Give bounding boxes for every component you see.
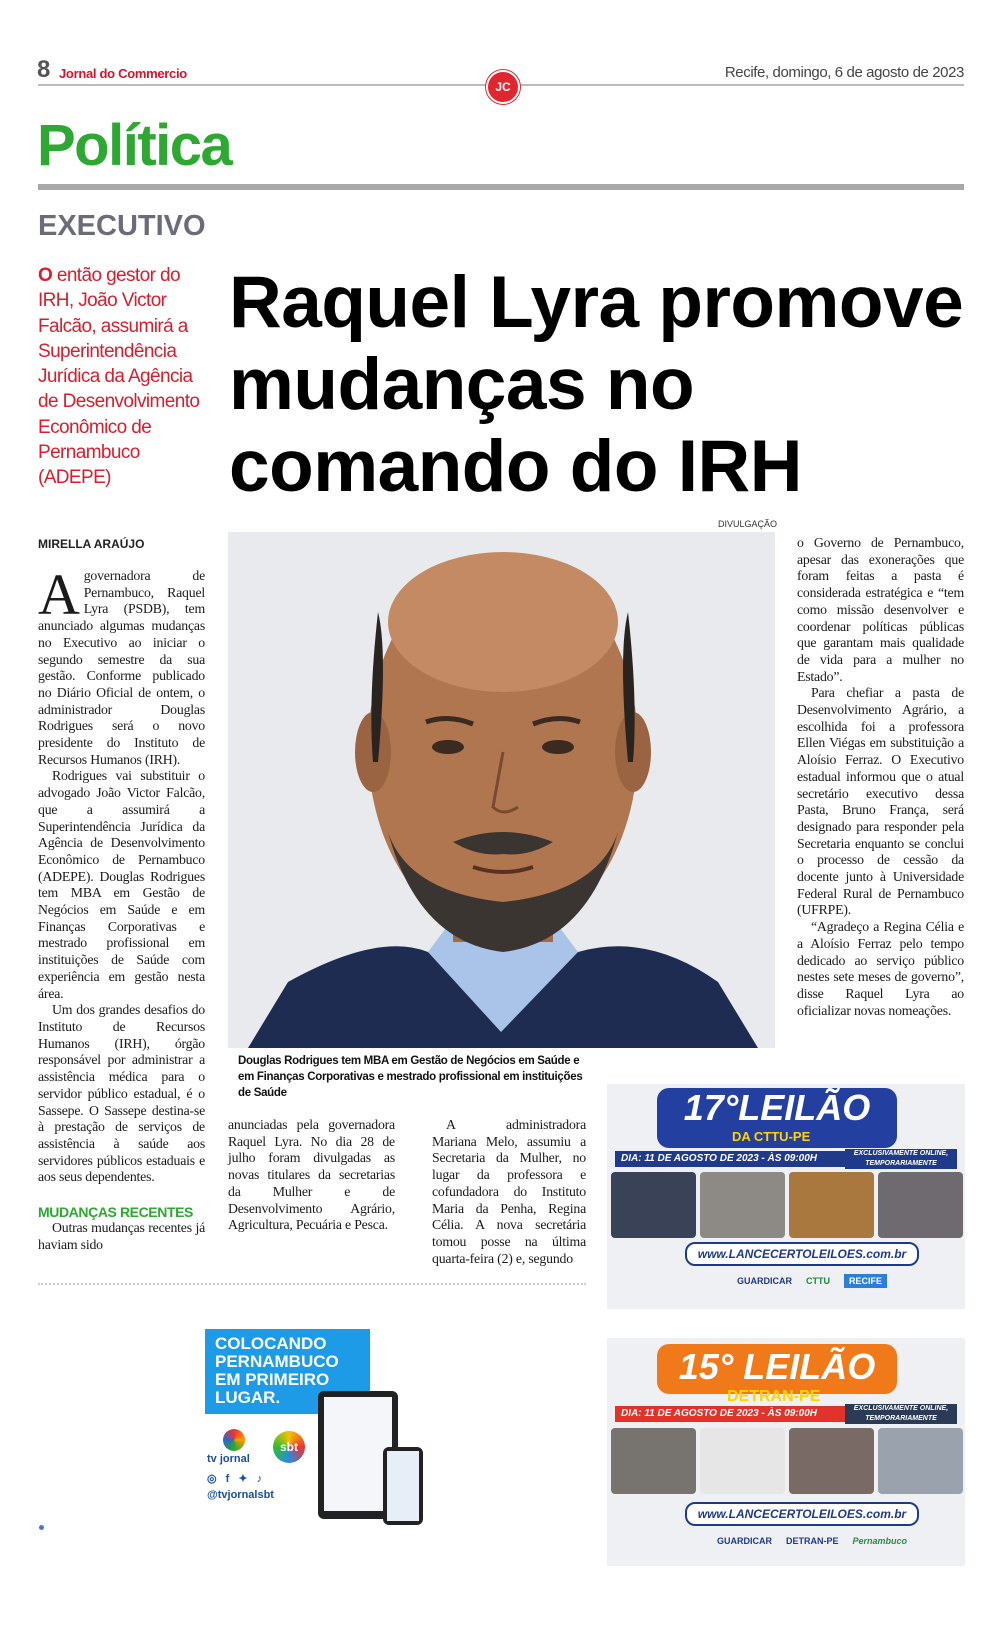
ad-subtitle: DA CTTU-PE: [732, 1129, 811, 1144]
tv-jornal-ad[interactable]: [205, 1329, 427, 1525]
ad-url[interactable]: www.LANCECERTOLEILOES.com.br: [685, 1502, 919, 1526]
page-number: 8: [37, 56, 51, 83]
subheading: MUDANÇAS RECENTES: [38, 1204, 193, 1221]
dotted-divider: [38, 1283, 586, 1285]
article-paragraph: A administradora Mariana Melo, assumiu a Secretaria da Mulher, no lugar da professora e cofundadora do Instituto Maria da Penha, Regina Célia. A nova secretária tomou posse na última quarta-feira (2) e, segundo: [432, 1117, 586, 1266]
article-column-3: [432, 1117, 586, 1267]
logo-pernambuco: Pernambuco: [852, 1536, 908, 1546]
deck: [38, 263, 210, 491]
logo-recife: RECIFE: [844, 1274, 887, 1288]
sbt-logo: sbt: [273, 1431, 305, 1463]
vehicle-photo: [700, 1428, 785, 1494]
section-title: Política: [37, 113, 232, 178]
logo-cttu: CTTU: [806, 1276, 830, 1286]
drop-cap: A: [38, 562, 80, 627]
page-marker-dot: [39, 1525, 44, 1530]
tablet-screen: [324, 1397, 392, 1511]
ad-title: 15° LEILÃO: [657, 1344, 897, 1394]
ad-subtitle: DETRAN-PE: [727, 1388, 821, 1405]
ad-date: DIA: 11 DE AGOSTO DE 2023 - ÀS 09:00H: [615, 1406, 846, 1422]
ad-vehicle-photos: [611, 1428, 963, 1494]
phone-screen: [387, 1451, 419, 1521]
article-column-4: [797, 535, 964, 1019]
logo-guardicar: GUARDICAR: [717, 1536, 772, 1546]
tv-brand: tv jornal: [207, 1453, 250, 1465]
vehicle-photo: [611, 1428, 696, 1494]
article-paragraph: Para chefiar a pasta de Desenvolvimento Agrário, a escolhida foi a professora Ellen Viégas em substituição a Aloísio Ferraz. O Executivo estadual informou que o atual secretário executivo dessa Pasta, Bruno França, será designado para responder pela Secretaria enquanto se conclui o processo de cessão da docente junto à Universidade Federal Rural de Pernambuco (UFRPE).: [797, 685, 964, 918]
vehicle-photo: [611, 1172, 696, 1238]
vehicle-photo: [878, 1172, 963, 1238]
deck-lead: O: [38, 265, 53, 286]
article-paragraph: Rodrigues vai substituir o advogado João Victor Falcão, que a assumirá a Superintendência Jurídica da Agência de Desenvolvimento Econômico de Pernambuco (ADEPE). Douglas Rodrigues tem MBA em Gestão de Negócios em Saúde e em Finanças Corporativas e mestrado profissional em instituições de Saúde com experiência em gestão nesta área.: [38, 768, 205, 1001]
ad-note: EXCLUSIVAMENTE ONLINE, TEMPORARIAMENTE: [845, 1404, 957, 1424]
vehicle-photo: [700, 1172, 785, 1238]
kicker: EXECUTIVO: [38, 210, 206, 242]
portrait-image: [228, 532, 775, 1048]
ad-logos: [717, 1536, 907, 1546]
ad-date: DIA: 11 DE AGOSTO DE 2023 - ÀS 09:00H: [615, 1151, 846, 1167]
social-icons: ◎ f ✦ ♪: [207, 1473, 266, 1485]
headline: Raquel Lyra promove mudanças no comando do IRH: [229, 262, 964, 507]
article-column-2: [228, 1117, 395, 1234]
dateline: Recife, domingo, 6 de agosto de 2023: [724, 64, 964, 81]
newspaper-name: Jornal do Commercio: [59, 66, 187, 81]
article-paragraph: o Governo de Pernambuco, apesar das exonerações que foram feitas a pasta é considerada estratégica e “tem como missão desenvolver e coordenar políticas públicas que garantam mais qualidade de vida para a mulher no Estado”.: [797, 535, 964, 684]
ad-logos: [737, 1274, 887, 1288]
ad-title: 17°LEILÃO: [657, 1088, 897, 1148]
article-paragraph: anunciadas pela governadora Raquel Lyra. No dia 28 de julho foram divulgadas as novas titulares da secretarias da Mulher e de Desenvolvimento Agrário, Agricultura, Pecuária e Pesca.: [228, 1117, 395, 1233]
logo-detran: DETRAN-PE: [786, 1536, 839, 1546]
deck-text: então gestor do IRH, João Victor Falcão, assumirá a Superintendência Jurídica da Agência de Desenvolvimento Econômico de Pernambuco (ADEPE): [38, 265, 200, 489]
article-paragraph: “Agradeço a Regina Célia e a Aloísio Ferraz pelo tempo dedicado ao serviço público nestes sete meses de governo”, disse Raquel Lyra ao oficializar novas nomeações.: [797, 919, 964, 1018]
section-rule: [38, 184, 964, 190]
ad-note: EXCLUSIVAMENTE ONLINE, TEMPORARIAMENTE: [845, 1149, 957, 1169]
auction-ad-cttu[interactable]: [607, 1084, 965, 1309]
photo-caption: Douglas Rodrigues tem MBA em Gestão de Negócios em Saúde e em Finanças Corporativas e mestrado profissional em instituições de Saúde: [238, 1055, 583, 1099]
tv-jornal-logo-icon: [223, 1429, 245, 1451]
photo-credit: DIVULGAÇÃO: [718, 519, 778, 529]
article-paragraph: [38, 562, 205, 768]
auction-ad-detran[interactable]: [607, 1338, 965, 1566]
byline: MIRELLA ARAÚJO: [38, 537, 145, 551]
ad-url[interactable]: www.LANCECERTOLEILOES.com.br: [685, 1242, 919, 1266]
paragraph-text: governadora de Pernambuco, Raquel Lyra (PSDB), tem anunciado algumas mudanças no Executivo ao iniciar o segundo semestre da sua gestão. Conforme publicado no Diário Oficial de ontem, o administrador Douglas Rodrigues será o novo presidente do Instituto de Recursos Humanos (IRH).: [38, 568, 205, 767]
logo-guardicar: GUARDICAR: [737, 1276, 792, 1286]
article-paragraph: Um dos grandes desafios do Instituto de Recursos Humanos (IRH), órgão responsável por administrar a assistência médica para o servidor público estadual, é o Sassepe. O Sassepe destina-se à prestação de serviços de assistência à saúde aos servidores públicos estaduais e aos seus dependentes.: [38, 1002, 205, 1185]
vehicle-photo: [789, 1428, 874, 1494]
ad-vehicle-photos: [611, 1172, 963, 1238]
article-column-1: [38, 562, 205, 1253]
ad-slogan: COLOCANDO PERNAMBUCO EM PRIMEIRO LUGAR.: [205, 1329, 370, 1414]
jc-logo: JC: [486, 70, 520, 104]
social-handle: @tvjornalsbt: [207, 1489, 274, 1501]
article-photo: [228, 532, 775, 1048]
article-paragraph: Outras mudanças recentes já haviam sido: [38, 1220, 205, 1252]
phone-image: [383, 1447, 423, 1525]
vehicle-photo: [789, 1172, 874, 1238]
vehicle-photo: [878, 1428, 963, 1494]
